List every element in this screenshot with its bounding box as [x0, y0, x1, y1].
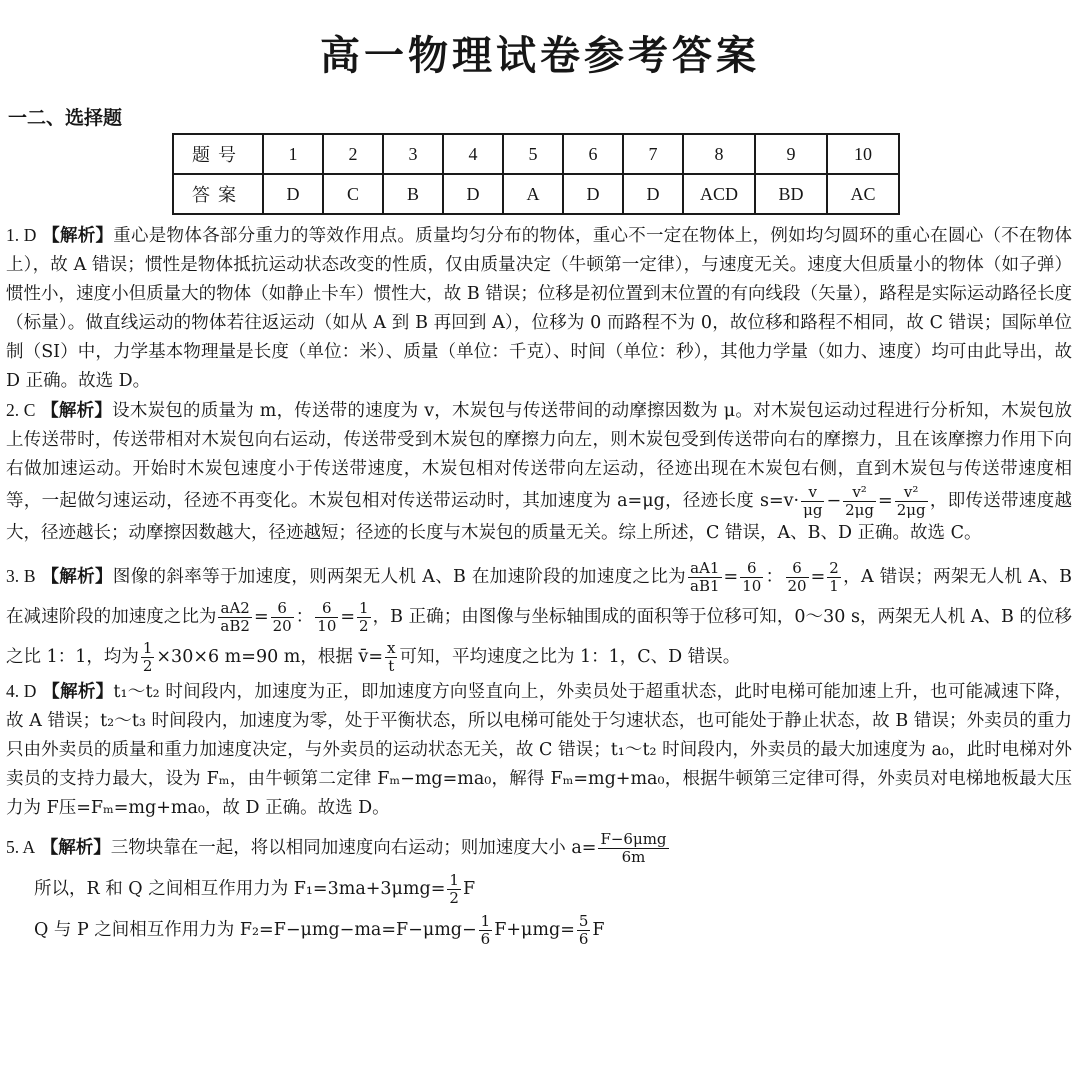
solution-1	[6, 221, 1072, 396]
answer-table	[172, 133, 900, 215]
fraction: $\frac{2}{1}$	[829, 559, 839, 595]
analysis-tag: 【解析】	[41, 567, 113, 587]
solution-text: ×30×6 m=90 m，根据 v̄=	[156, 647, 383, 667]
table-cell: 1	[263, 134, 323, 174]
fraction: $\frac{6}{10}$	[742, 559, 762, 595]
solution-4	[6, 677, 1072, 823]
solution-text: 可知，平均速度之比为 1：1，C、D 错误。	[399, 647, 741, 667]
fraction: $\frac{6}{10}$	[317, 599, 337, 635]
solution-text: 三物块靠在一起，将以相同加速度向右运动；则加速度大小 a=	[110, 838, 597, 858]
table-cell: 8	[683, 134, 755, 174]
fraction: $\frac{aA2}{aB2}$	[220, 599, 250, 635]
table-cell: 2	[323, 134, 383, 174]
table-cell: D	[563, 174, 623, 214]
solution-5-line-3: Q 与 P 之间相互作用力为 F₂=F−μmg−ma=F−μmg− $\frac{1}{6}$ F+μmg= $\frac{5}{6}$ F	[34, 912, 605, 948]
solution-text: Q 与 P 之间相互作用力为 F₂=F−μmg−ma=F−μmg−	[34, 920, 477, 940]
question-number: 3. B	[6, 566, 36, 586]
solution-text: 所以，R 和 Q 之间相互作用力为 F₁=3ma+3μmg=	[34, 879, 446, 899]
table-row	[173, 174, 899, 214]
table-cell: D	[443, 174, 503, 214]
table-cell: 9	[755, 134, 827, 174]
row-label-answer: 答案	[173, 174, 263, 214]
question-number: 4. D	[6, 681, 37, 701]
table-cell: BD	[755, 174, 827, 214]
table-cell: 6	[563, 134, 623, 174]
table-cell: ACD	[683, 174, 755, 214]
fraction: $\frac{6}{20}$	[272, 599, 292, 635]
question-number: 2. C	[6, 400, 36, 420]
analysis-tag: 【解析】	[40, 838, 111, 858]
operator: −	[826, 491, 842, 511]
solution-text: ，B 正确；由图像与坐标轴围成的面积等于位移可知，0～30 s，两架无人机 A、B 的位移之比 1：1，均为	[6, 607, 1073, 667]
fraction: $\frac{5}{6}$	[578, 912, 589, 948]
table-cell: A	[503, 174, 563, 214]
fraction: $\frac{x}{t}$	[386, 639, 396, 675]
table-cell: D	[263, 174, 323, 214]
fraction: $\frac{1}{2}$	[449, 871, 459, 907]
question-number: 5. A	[6, 837, 36, 857]
operator: =	[878, 491, 893, 511]
fraction: $\frac{\text{v²}}{2\mu g}$	[845, 483, 875, 519]
row-label-number: 题号	[173, 134, 263, 174]
table-cell: 10	[827, 134, 899, 174]
fraction: $\frac{1}{6}$	[480, 912, 491, 948]
section-heading: 一二、选择题	[8, 107, 123, 129]
solution-5-line-2: 所以，R 和 Q 之间相互作用力为 F₁=3ma+3μmg= $\frac{1}{2}$ F	[34, 871, 476, 907]
table-cell: 5	[503, 134, 563, 174]
fraction: $\frac{\text{F−6μmg}}{6m}$	[600, 830, 667, 866]
fraction: $\frac{1}{2}$	[142, 639, 153, 675]
solution-text: ，即传送带速度越大，径迹越长；动摩擦因数越大，径迹越短；径迹的长度与木炭包的质量无关。综上所述，C 错误，A、B、D 正确。故选 C。	[6, 491, 1073, 543]
table-cell: D	[623, 174, 683, 214]
fraction: $\frac{v}{\mu g}$	[803, 483, 823, 519]
solutions-body	[6, 221, 1072, 948]
table-cell: C	[323, 174, 383, 214]
table-row	[173, 134, 899, 174]
solution-text: t₁～t₂ 时间段内，加速度为正，即加速度方向竖直向上，外卖员处于超重状态，此时电梯可能加速上升，也可能减速下降，故 A 错误；t₂～t₃ 时间段内，加速度为零，处于平衡状态，所以电梯可能处于匀速状态，也可能处于静止状态，故 B 错误；外卖员的重力只由外卖员的质量和重力加速度决定，与外卖员的运动状态无关，故 C 错误；t₁～t₂ 时间段内，外卖员的最大加速度为 a₀，此时电梯对外卖员的支持力最大，设为 Fₘ，由牛顿第二定律 Fₘ−mg=ma₀，解得 Fₘ=mg+ma₀，根据牛顿第三定律可得，外卖员对电梯地板最大压力为 F压=Fₘ=mg+ma₀，故 D 正确。故选 D。	[6, 682, 1073, 818]
fraction: $\frac{6}{20}$	[787, 559, 807, 595]
solution-text: ，A 错误；两架无人机 A、B 在减速阶段的加速度之比为	[6, 567, 1072, 627]
table-cell: 3	[383, 134, 443, 174]
solution-text: 图像的斜率等于加速度，则两架无人机 A、B 在加速阶段的加速度之比为	[112, 567, 687, 587]
table-cell: B	[383, 174, 443, 214]
fraction: $\frac{\text{v²}}{2\mu g}$	[896, 483, 926, 519]
table-cell: 4	[443, 134, 503, 174]
question-number: 1. D	[6, 225, 37, 245]
solution-2	[6, 396, 1072, 548]
solution-text: 重心是物体各部分重力的等效作用点。质量均匀分布的物体，重心不一定在物体上，例如均匀圆环的重心在圆心（不在物体上），故 A 错误；惯性是物体抵抗运动状态改变的性质，仅由质量决定（牛顿第一定律），与速度无关。速度大但质量小的物体（如子弹）惯性小，速度小但质量大的物体（如静止卡车）惯性大，故 B 错误；位移是初位置到末位置的有向线段（矢量），路程是实际运动路径长度（标量）。做直线运动的物体若往返运动（如从 A 到 B 再回到 A），位移为 0 而路程不为 0，故位移和路程不相同，故 C 错误；国际单位制（SI）中，力学基本物理量是长度（单位：米）、质量（单位：千克）、时间（单位：秒），其他力学量（如力、速度）均可由此导出，故 D 正确。故选 D。	[6, 226, 1073, 391]
table-cell: AC	[827, 174, 899, 214]
analysis-tag: 【解析】	[41, 401, 113, 421]
solution-5	[6, 831, 1072, 866]
fraction: $\frac{1}{2}$	[359, 599, 369, 635]
solution-3: 3. B 【解析】图像的斜率等于加速度，则两架无人机 A、B 在加速阶段的加速度之比为 $\frac{aA1}{aB1}$ = $\frac{6}{10}$ ： $\frac{6}{20}$ = $\frac{2}{1}$ ，A 错误；两架无人机 A、B 在减速阶段的加速度之比为 $\frac{aA2}{aB2}$ = $\frac{6}{20}$ ： $\frac{6}{10}$ = $\frac{1}{2}$ ，B 正确；由图像与坐标轴围成的面积等于位移可知，0～30 s，两架无人机 A、B 的位移之比 1：1，均为 $\frac{1}{2}$ ×30×6 m=90 m，根据 v̄= $\frac{x}{t}$ 可知，平均速度之比为 1：1，C、D 错误。	[6, 559, 1073, 675]
page-title: 高一物理试卷参考答案	[320, 33, 760, 79]
fraction: $\frac{aA1}{aB1}$	[690, 559, 720, 595]
solution-text: 设木炭包的质量为 m，传送带的速度为 v，木炭包与传送带间的动摩擦因数为 μ。对木炭包运动过程进行分析知，木炭包放上传送带时，传送带相对木炭包向右运动，传送带受到木炭包的摩擦力向左，则木炭包受到传送带向右的摩擦力，且在该摩擦力作用下向右做加速运动。开始时木炭包速度小于传送带速度，木炭包相对传送带向左运动，径迹出现在木炭包右侧，直到木炭包与传送带速度相等，一起做匀速运动，径迹不再变化。木炭包相对传送带运动时，其加速度为 a=μg，径迹长度 s=v·	[6, 401, 1072, 511]
analysis-tag: 【解析】	[42, 682, 114, 702]
analysis-tag: 【解析】	[42, 226, 114, 246]
table-cell: 7	[623, 134, 683, 174]
